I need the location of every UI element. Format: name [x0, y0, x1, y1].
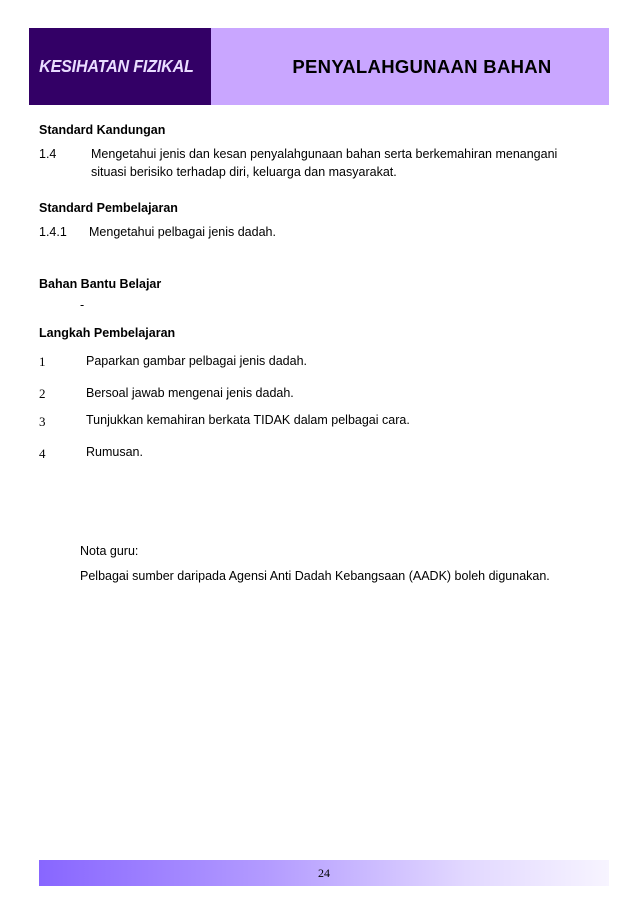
standard-pembelajaran-number: 1.4.1 [39, 225, 67, 239]
topic-title: PENYALAHGUNAAN BAHAN [292, 55, 552, 77]
standard-pembelajaran-heading: Standard Pembelajaran [39, 201, 178, 215]
standard-pembelajaran-text: Mengetahui pelbagai jenis dadah. [89, 225, 276, 239]
topic-banner [211, 28, 609, 105]
standard-kandungan-line1: Mengetahui jenis dan kesan penyalahgunaan bahan serta berkemahiran menangani [91, 147, 558, 161]
step-text: Rumusan. [86, 445, 143, 459]
page-header [29, 28, 609, 105]
step-text: Paparkan gambar pelbagai jenis dadah. [86, 354, 307, 368]
step-text: Tunjukkan kemahiran berkata TIDAK dalam pelbagai cara. [86, 413, 410, 427]
nota-label: Nota guru: [80, 544, 139, 558]
bahan-bantu-heading: Bahan Bantu Belajar [39, 277, 162, 291]
subject-banner [29, 28, 211, 105]
bahan-bantu-text: - [80, 298, 85, 312]
page-footer [39, 860, 609, 886]
nota-text: Pelbagai sumber daripada Agensi Anti Dadah Kebangsaan (AADK) boleh digunakan. [80, 569, 550, 583]
step-number: 4 [39, 446, 46, 461]
standard-kandungan-heading: Standard Kandungan [39, 123, 166, 137]
step-number: 3 [39, 414, 46, 429]
step-number: 1 [39, 354, 46, 369]
step-number: 2 [39, 386, 46, 401]
step-text: Bersoal jawab mengenai jenis dadah. [86, 386, 294, 400]
langkah-heading: Langkah Pembelajaran [39, 326, 176, 340]
standard-kandungan-line2: situasi berisiko terhadap diri, keluarga dan masyarakat. [91, 165, 397, 179]
page-number: 24 [318, 866, 330, 880]
subject-title: KESIHATAN FIZIKAL [39, 56, 194, 76]
standard-kandungan-number: 1.4 [39, 147, 57, 161]
